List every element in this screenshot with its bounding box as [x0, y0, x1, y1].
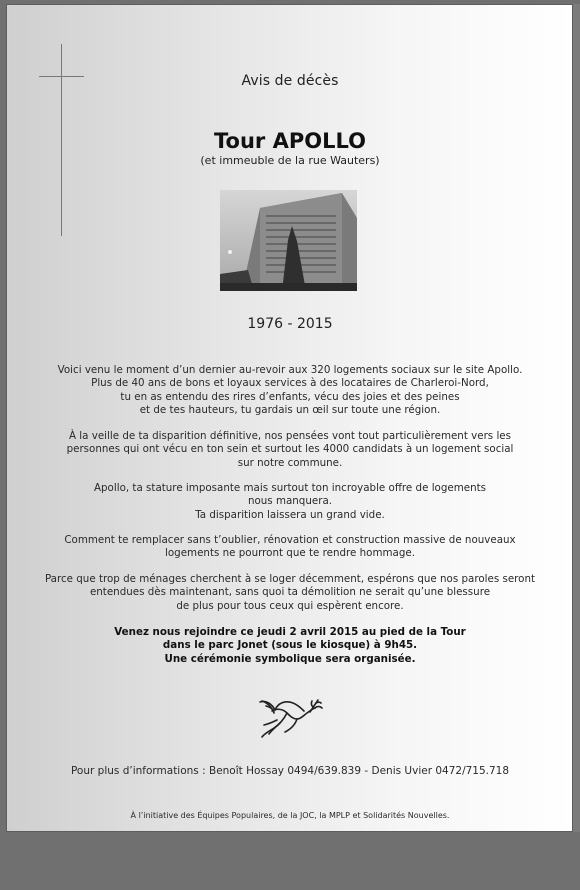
- paragraph-line: logements ne pourront que te rendre hommage.: [165, 547, 415, 560]
- footer-credits: À l’initiative des Équipes Populaires, de la JOC, la MPLP et Solidarités Nouvelles.: [130, 811, 450, 820]
- tower-photo: [220, 190, 357, 291]
- paragraph-line: Une cérémonie symbolique sera organisée.: [164, 652, 416, 665]
- paragraph-thoughts: [18, 430, 562, 470]
- paragraph-farewell: [18, 364, 562, 418]
- contact-info: Pour plus d’informations : Benoît Hossay 0494/639.839 - Denis Uvier 0472/715.718: [70, 765, 510, 777]
- paragraph-line: personnes qui ont vécu en ton sein et surtout les 4000 candidats à un logement social: [66, 443, 514, 456]
- paragraph-line: Voici venu le moment d’un dernier au-revoir aux 320 logements sociaux sur le site Apollo.: [57, 364, 523, 376]
- notice-header: Avis de décès: [241, 73, 339, 89]
- paragraph-stature: [18, 482, 562, 522]
- notice-dates: 1976 - 2015: [247, 316, 333, 332]
- paragraph-line: nous manquera.: [247, 495, 333, 508]
- dove-icon: [254, 688, 324, 742]
- paragraph-line: À la veille de ta disparition définitive, nos pensées vont tout particulièrement vers les: [68, 430, 512, 442]
- paragraph-invitation: [18, 626, 562, 666]
- paragraph-line: de plus pour tous ceux qui espèrent encore.: [176, 599, 404, 612]
- paragraph-line: Venez nous rejoindre ce jeudi 2 avril 2015 au pied de la Tour: [114, 626, 466, 638]
- paragraph-line: Ta disparition laissera un grand vide.: [195, 508, 385, 521]
- paragraph-line: Apollo, ta stature imposante mais surtout ton incroyable offre de logements: [93, 482, 487, 494]
- paragraph-line: Parce que trop de ménages cherchent à se loger décemment, espérons que nos paroles seront: [44, 573, 536, 585]
- notice-title: Tour APOLLO: [214, 129, 366, 153]
- paragraph-line: sur notre commune.: [237, 456, 343, 469]
- paragraph-line: dans le parc Jonet (sous le kiosque) à 9h45.: [162, 639, 418, 652]
- paragraph-line: et de tes hauteurs, tu gardais un œil sur toute une région.: [139, 404, 441, 417]
- tower-photo-image: [220, 190, 357, 291]
- paragraph-households: [18, 573, 562, 613]
- paragraph-line: entendues dès maintenant, sans quoi ta démolition ne serait qu’une blessure: [89, 586, 491, 599]
- paragraph-line: tu en as entendu des rires d’enfants, vécu des joies et des peines: [120, 390, 460, 403]
- notice-subtitle: (et immeuble de la rue Wauters): [200, 154, 380, 167]
- paragraph-line: Comment te remplacer sans t’oublier, rénovation et construction massive de nouveaux: [64, 534, 516, 546]
- paragraph-line: Plus de 40 ans de bons et loyaux services à des locataires de Charleroi-Nord,: [91, 377, 489, 390]
- paragraph-replacement: [18, 534, 562, 561]
